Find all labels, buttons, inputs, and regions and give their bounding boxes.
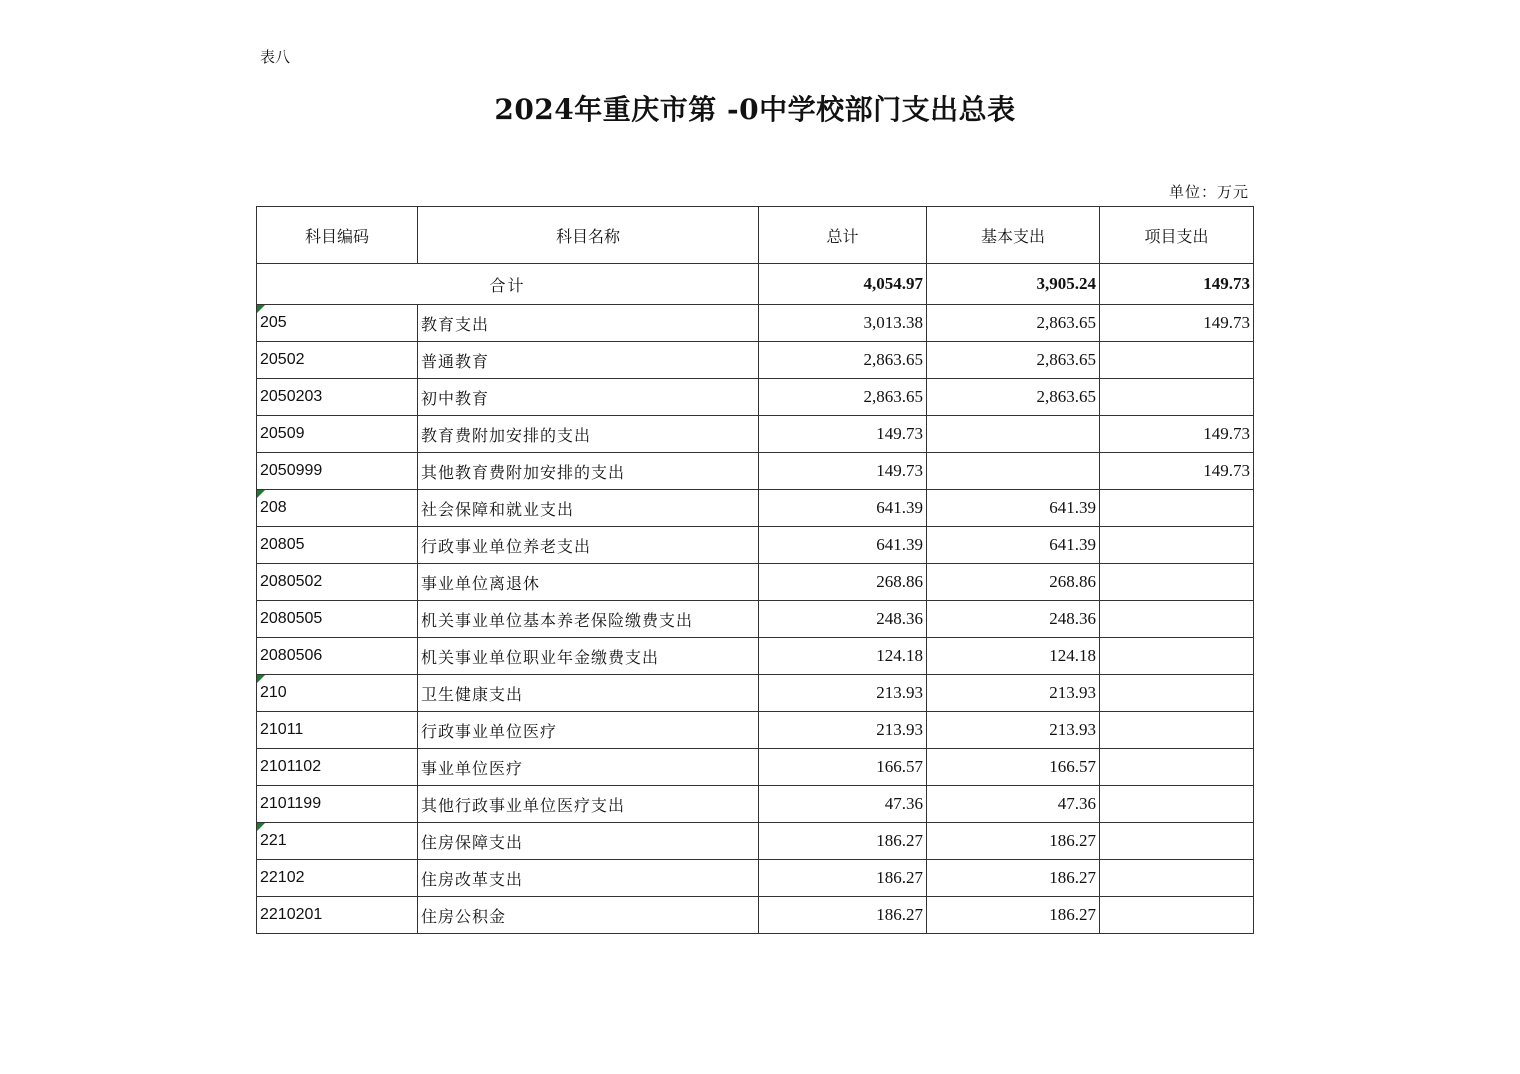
row-code-text: 21011 xyxy=(260,721,304,738)
table-label: 表八 xyxy=(260,48,291,66)
header-name: 科目名称 xyxy=(418,207,759,264)
row-total: 149.73 xyxy=(759,453,927,490)
total-row xyxy=(257,264,1254,305)
row-project: 149.73 xyxy=(1100,416,1254,453)
row-name: 事业单位医疗 xyxy=(418,749,759,786)
row-project xyxy=(1100,638,1254,675)
row-name: 普通教育 xyxy=(418,342,759,379)
row-code xyxy=(257,749,418,786)
table-row xyxy=(257,712,1254,749)
row-total: 124.18 xyxy=(759,638,927,675)
row-basic: 166.57 xyxy=(927,749,1100,786)
row-code-text: 210 xyxy=(260,684,287,701)
row-basic: 2,863.65 xyxy=(927,379,1100,416)
row-total: 641.39 xyxy=(759,490,927,527)
row-code xyxy=(257,860,418,897)
table-row xyxy=(257,379,1254,416)
row-code-text: 20502 xyxy=(260,351,305,368)
row-code xyxy=(257,379,418,416)
table-row xyxy=(257,453,1254,490)
row-name: 行政事业单位医疗 xyxy=(418,712,759,749)
table-row xyxy=(257,638,1254,675)
row-basic: 124.18 xyxy=(927,638,1100,675)
header-project: 项目支出 xyxy=(1100,207,1254,264)
table-row xyxy=(257,749,1254,786)
row-total: 213.93 xyxy=(759,675,927,712)
row-project xyxy=(1100,379,1254,416)
row-code xyxy=(257,823,418,860)
green-corner-marker-icon xyxy=(257,490,265,498)
row-code-text: 2210201 xyxy=(260,906,323,923)
green-corner-marker-icon xyxy=(257,675,265,683)
row-name: 行政事业单位养老支出 xyxy=(418,527,759,564)
table-row xyxy=(257,490,1254,527)
row-total: 186.27 xyxy=(759,823,927,860)
unit-label: 单位：万元 xyxy=(1168,183,1249,201)
table-row xyxy=(257,823,1254,860)
row-code xyxy=(257,675,418,712)
total-label: 合计 xyxy=(257,264,759,305)
row-code-text: 20805 xyxy=(260,536,305,553)
row-code-text: 2080505 xyxy=(260,610,323,627)
row-name: 社会保障和就业支出 xyxy=(418,490,759,527)
row-code xyxy=(257,453,418,490)
row-name: 卫生健康支出 xyxy=(418,675,759,712)
row-code xyxy=(257,897,418,934)
row-project: 149.73 xyxy=(1100,453,1254,490)
row-name: 机关事业单位基本养老保险缴费支出 xyxy=(418,601,759,638)
table-row xyxy=(257,527,1254,564)
table-row xyxy=(257,675,1254,712)
row-project xyxy=(1100,860,1254,897)
table-row xyxy=(257,416,1254,453)
header-row xyxy=(257,207,1254,264)
page-title: 2024年重庆市第 -0中学校部门支出总表 xyxy=(494,93,1016,126)
table-row xyxy=(257,305,1254,342)
row-project xyxy=(1100,712,1254,749)
row-basic: 268.86 xyxy=(927,564,1100,601)
row-code-text: 205 xyxy=(260,314,287,331)
row-code-text: 2050999 xyxy=(260,462,323,479)
table-row xyxy=(257,564,1254,601)
row-name: 机关事业单位职业年金缴费支出 xyxy=(418,638,759,675)
row-name: 住房公积金 xyxy=(418,897,759,934)
row-code xyxy=(257,712,418,749)
row-basic: 213.93 xyxy=(927,675,1100,712)
row-total: 3,013.38 xyxy=(759,305,927,342)
row-code xyxy=(257,638,418,675)
row-basic: 641.39 xyxy=(927,527,1100,564)
total-basic: 3,905.24 xyxy=(927,264,1100,305)
row-project xyxy=(1100,490,1254,527)
row-basic: 186.27 xyxy=(927,823,1100,860)
row-project xyxy=(1100,342,1254,379)
table-row xyxy=(257,897,1254,934)
row-code-text: 20509 xyxy=(260,425,305,442)
row-name: 住房改革支出 xyxy=(418,860,759,897)
row-total: 149.73 xyxy=(759,416,927,453)
row-project: 149.73 xyxy=(1100,305,1254,342)
table-row xyxy=(257,601,1254,638)
row-total: 2,863.65 xyxy=(759,379,927,416)
row-total: 2,863.65 xyxy=(759,342,927,379)
total-total: 4,054.97 xyxy=(759,264,927,305)
row-basic: 2,863.65 xyxy=(927,342,1100,379)
row-total: 268.86 xyxy=(759,564,927,601)
row-code-text: 2080502 xyxy=(260,573,323,590)
row-project xyxy=(1100,601,1254,638)
row-project xyxy=(1100,675,1254,712)
row-basic: 2,863.65 xyxy=(927,305,1100,342)
row-total: 186.27 xyxy=(759,897,927,934)
row-basic: 641.39 xyxy=(927,490,1100,527)
row-code xyxy=(257,490,418,527)
header-total: 总计 xyxy=(759,207,927,264)
row-basic: 248.36 xyxy=(927,601,1100,638)
row-code xyxy=(257,416,418,453)
row-project xyxy=(1100,897,1254,934)
row-project xyxy=(1100,786,1254,823)
row-code xyxy=(257,305,418,342)
row-code xyxy=(257,564,418,601)
row-name: 事业单位离退休 xyxy=(418,564,759,601)
green-corner-marker-icon xyxy=(257,305,265,313)
row-code-text: 2101199 xyxy=(260,795,322,812)
row-code xyxy=(257,601,418,638)
row-name: 教育费附加安排的支出 xyxy=(418,416,759,453)
row-basic: 213.93 xyxy=(927,712,1100,749)
row-code xyxy=(257,342,418,379)
row-project xyxy=(1100,527,1254,564)
row-code-text: 2101102 xyxy=(260,758,322,775)
row-code-text: 2080506 xyxy=(260,647,323,664)
row-code-text: 2050203 xyxy=(260,388,323,405)
table-row xyxy=(257,786,1254,823)
header-basic: 基本支出 xyxy=(927,207,1100,264)
row-name: 住房保障支出 xyxy=(418,823,759,860)
row-project xyxy=(1100,564,1254,601)
total-project: 149.73 xyxy=(1100,264,1254,305)
row-basic xyxy=(927,453,1100,490)
row-total: 166.57 xyxy=(759,749,927,786)
row-code-text: 22102 xyxy=(260,869,305,886)
row-name: 教育支出 xyxy=(418,305,759,342)
row-code xyxy=(257,786,418,823)
row-code-text: 208 xyxy=(260,499,287,516)
row-code-text: 221 xyxy=(260,832,287,849)
row-basic xyxy=(927,416,1100,453)
green-corner-marker-icon xyxy=(257,823,265,831)
row-code xyxy=(257,527,418,564)
row-total: 213.93 xyxy=(759,712,927,749)
row-project xyxy=(1100,823,1254,860)
row-basic: 186.27 xyxy=(927,860,1100,897)
row-name: 其他教育费附加安排的支出 xyxy=(418,453,759,490)
row-name: 其他行政事业单位医疗支出 xyxy=(418,786,759,823)
row-basic: 47.36 xyxy=(927,786,1100,823)
row-total: 641.39 xyxy=(759,527,927,564)
row-project xyxy=(1100,749,1254,786)
expenditure-table xyxy=(256,206,1254,934)
row-total: 248.36 xyxy=(759,601,927,638)
row-total: 186.27 xyxy=(759,860,927,897)
row-name: 初中教育 xyxy=(418,379,759,416)
row-basic: 186.27 xyxy=(927,897,1100,934)
table-row xyxy=(257,860,1254,897)
table-row xyxy=(257,342,1254,379)
row-total: 47.36 xyxy=(759,786,927,823)
header-code: 科目编码 xyxy=(257,207,418,264)
